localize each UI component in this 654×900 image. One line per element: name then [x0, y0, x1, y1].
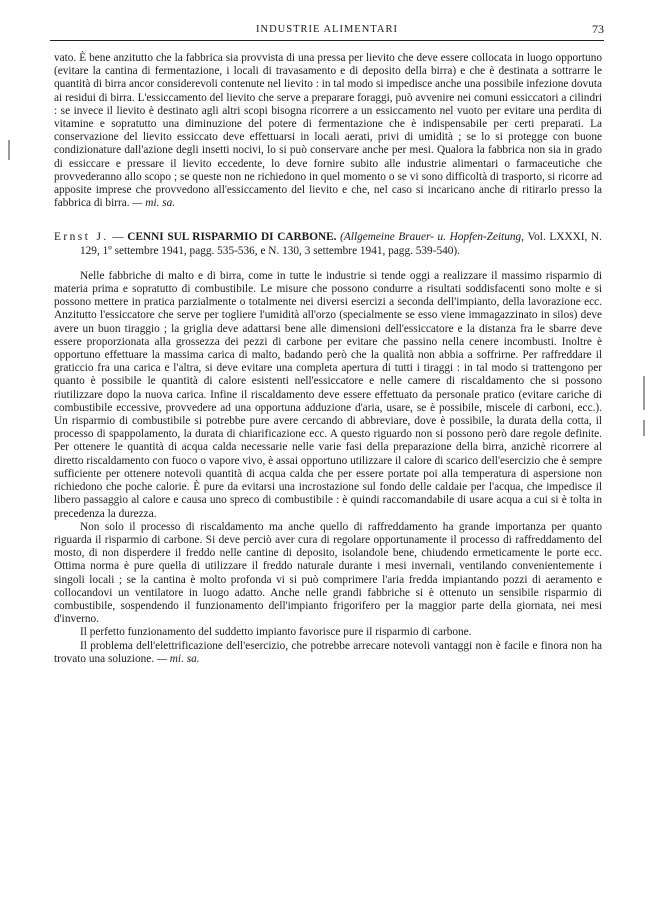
- running-header: [50, 20, 604, 41]
- citation-source: (Allgemeine Brauer- u. Hopfen-Zeitung,: [340, 231, 525, 244]
- margin-mark-right-lower: [643, 420, 645, 436]
- paragraph-continued: vato. È bene anzitutto che la fabbrica sia provvista di una pressa per lievito che deve essere collocata in luogo opportuno (evitare la cantina di fermentazione, i locali di travasamento e di deposito della birra) e che è destinata a sottrarre le quantità di birra ancor considerevoli contenute nel lievito : in tal modo si impedisce anche una possibile infezione dovuta ai residui di birra. L'essiccamento del lievito che serve a preparare foraggi, può avvenire nei comuni essiccatori a cilindri : se invece il lievito è destinato agli altri scopi bisogna ricorrere a un essiccamento nel vuoto per evitare una perdita di vitamine e sopratutto una diminuzione del potere di fermentazione che è indispensabile per certi preparati. La conservazione del lievito essiccato deve effettuarsi in locali aerati, privi di umidità ; se lo si protegge con buone condizionature dall'azione degli insetti nocivi, lo si può conservare anche per mesi. Qualora la fabbrica non sia in grado di essiccare e pressare il lievito eccedente, lo deve fornire subito alle industrie alimentari o farmaceutiche che provvederanno allo scopo ; se queste non ne richiedono in quel momento o se vi sono difficoltà di trasporto, si ricorre ad apposite imprese che provvedono all'essiccamento del lievito e che, nel caso si incaricano anche di ritirarlo presso la fabbrica di birra. — mi. sa.: [54, 52, 602, 210]
- paragraph: Non solo il processo di riscaldamento ma anche quello di raffreddamento ha grande importanza per quanto riguarda il risparmio di carbone. Si deve perciò aver cura di regolare opportunamente il processo di raffreddamento del mosto, di non disperdere il freddo nelle cantine di deposito, isolandole bene, chiudendo ermeticamente le porte ecc. Ottima norma è pure quella di utilizzare il freddo naturale durante i mesi invernali, ventilando convenientemente i singoli locali ; se la cantina è molto profonda vi si può comprimere l'aria fredda impiantando pozzi di aeramento e collocandovi un ventilatore in luogo adatto. Anche nelle grandi fabbriche si è ottenuto un sensibile risparmio di combustibile, sospendendo il funzionamento dell'impianto frigorifero per la maggior parte della giornata, nei mesi d'inverno.: [54, 520, 602, 626]
- paragraph: Nelle fabbriche di malto e di birra, come in tutte le industrie si tende oggi a realizzare il massimo risparmio di materia prima e sopratutto di combustibile. Le misure che possono condurre a risultati soddisfacenti sono molte e si possono mettere in pratica parzialmente o totalmente nei diversi esercizi a seconda dell'impianto, della lavorazione ecc. Anzitutto l'essiccatore che serve per togliere l'umidità all'orzo (specialmente se esso viene immagazzinato in silos) deve avere un buon tiraggio ; la griglia deve adattarsi bene alle dimensioni dell'essiccatore e la distanza fra le sbarre deve essere proporzionata alla grossezza dei pezzi di carbone per evitare che passino nella cenere incombusti. Inoltre è opportuno effettuare la massima carica di malto, badando però che la qualità non abbia a soffrirne. Per raffreddare il graticcio fra una carica e l'altra, si deve evitare una completa apertura di tutti i tiraggi : in tal modo si trattengono per quanto è possibile le quantità di calore esistenti nell'essiccatore e nelle camere di riscaldamento che si possono riutilizzare dopo la nuova carica. Infine il riscaldamento deve essere effettuato da personale pratico (evitare cariche di combustibile eccessive, provvedere ad una opportuna adduzione d'aria, usare, se è possibile, miscele di carboni, ecc.). Un risparmio di combustibile si potrebbe pure avere cercando di abbreviare, dove è possibile, la durata della cotta, il processo di spappolamento, la durata di chiarificazione ecc. A questo riguardo non si possono però dare regole definite. Per ottenere le quantità di acqua calda necessarie nelle varie fasi della preparazione della birra, anzichè ricorrere al diretto riscaldamento con fuoco o vapore vivo, è assai opportuno utilizzare il calore di scarico dell'esercizio che è sempre sufficiente per ottenere notevoli quantità di acqua calda che per essere portate poi alla temperatura di aspersione non richiedono che poche calorie. È pure da evitarsi una incrostazione sul fondo delle caldaie per l'acqua, che impedisce il libero passaggio al calore e causa uno spreco di combustibile : è quindi raccomandabile di usare acqua a cui si è tolta in precedenza la durezza.: [54, 269, 602, 520]
- header-title: INDUSTRIE ALIMENTARI: [256, 24, 398, 35]
- article-body: [54, 52, 602, 666]
- citation-author: Ernst J.: [54, 231, 109, 244]
- article-citation: Ernst J. — CENNI SUL RISPARMIO DI CARBONE. (Allgemeine Brauer- u. Hopfen-Zeitung, Vol. LXXXI, N. 129, 1º settembre 1941, pagg. 535-536, e N. 130, 3 settembre 1941, pagg. 539-540).: [54, 231, 602, 257]
- paragraph-final: Il problema dell'elettrificazione dell'esercizio, che potrebbe arrecare notevoli vantaggi non è facile e finora non ha trovato una soluzione. — mi. sa.: [54, 639, 602, 665]
- author-initials: — mi. sa.: [156, 652, 200, 665]
- citation-details: Vol. LXXXI, N. 129, 1º settembre 1941, pagg. 535-536, e N. 130, 3 settembre 1941, pagg. 539-540).: [80, 231, 602, 257]
- page-number: 73: [592, 22, 604, 36]
- margin-mark-right: [643, 376, 645, 410]
- citation-title: CENNI SUL RISPARMIO DI CARBONE.: [127, 231, 337, 244]
- margin-mark-left: [8, 140, 10, 160]
- paragraph: Il perfetto funzionamento del suddetto impianto favorisce pure il risparmio di carbone.: [80, 626, 472, 639]
- author-initials: — mi. sa.: [132, 197, 176, 210]
